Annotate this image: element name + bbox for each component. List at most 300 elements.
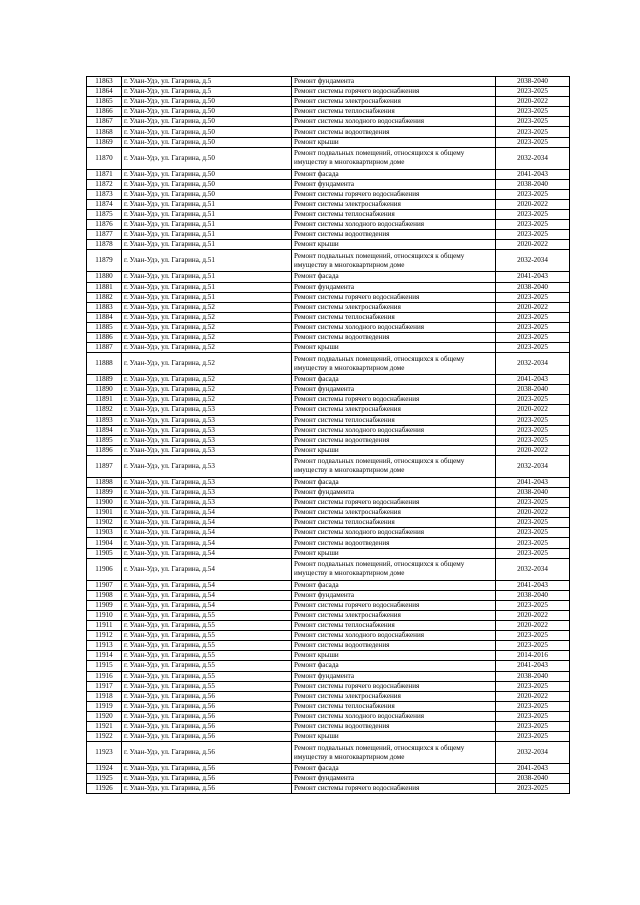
table-row (87, 230, 570, 240)
address-cell: г. Улан-Удэ, ул. Гагарина, д.54 (122, 518, 292, 528)
work-type-cell: Ремонт системы теплоснабжения (292, 415, 496, 425)
row-number: 11918 (87, 691, 122, 701)
address-cell: г. Улан-Удэ, ул. Гагарина, д.56 (122, 764, 292, 774)
row-number: 11874 (87, 199, 122, 209)
row-number: 11897 (87, 455, 122, 477)
address-cell: г. Улан-Удэ, ул. Гагарина, д.50 (122, 169, 292, 179)
address-cell: г. Улан-Удэ, ул. Гагарина, д.52 (122, 353, 292, 375)
row-number: 11876 (87, 220, 122, 230)
row-number: 11913 (87, 641, 122, 651)
period-cell: 2023-2025 (496, 641, 570, 651)
work-type-cell: Ремонт системы холодного водоснабжения (292, 631, 496, 641)
period-cell: 2032-2034 (496, 147, 570, 169)
period-cell: 2020-2022 (496, 302, 570, 312)
work-type-cell: Ремонт системы водоотведения (292, 538, 496, 548)
row-number: 11921 (87, 721, 122, 731)
address-cell: г. Улан-Удэ, ул. Гагарина, д.52 (122, 385, 292, 395)
work-type-cell: Ремонт фасада (292, 477, 496, 487)
row-number: 11878 (87, 240, 122, 250)
row-number: 11909 (87, 600, 122, 610)
address-cell: г. Улан-Удэ, ул. Гагарина, д.52 (122, 343, 292, 353)
row-number: 11925 (87, 774, 122, 784)
period-cell: 2041-2043 (496, 764, 570, 774)
table-row (87, 322, 570, 332)
table-row (87, 548, 570, 558)
period-cell: 2038-2040 (496, 488, 570, 498)
address-cell: г. Улан-Удэ, ул. Гагарина, д.53 (122, 435, 292, 445)
work-type-cell: Ремонт системы водоотведения (292, 332, 496, 342)
row-number: 11922 (87, 732, 122, 742)
table-row (87, 508, 570, 518)
period-cell: 2023-2025 (496, 784, 570, 794)
address-cell: г. Улан-Удэ, ул. Гагарина, д.50 (122, 179, 292, 189)
table-row (87, 621, 570, 631)
table-row (87, 240, 570, 250)
table-row (87, 77, 570, 87)
row-number: 11893 (87, 415, 122, 425)
period-cell: 2038-2040 (496, 774, 570, 784)
address-cell: г. Улан-Удэ, ул. Гагарина, д.51 (122, 282, 292, 292)
table-row (87, 784, 570, 794)
table-row (87, 385, 570, 395)
row-number: 11863 (87, 77, 122, 87)
work-type-cell: Ремонт системы теплоснабжения (292, 621, 496, 631)
period-cell: 2023-2025 (496, 332, 570, 342)
address-cell: г. Улан-Удэ, ул. Гагарина, д.55 (122, 621, 292, 631)
table-row (87, 127, 570, 137)
table-row (87, 332, 570, 342)
row-number: 11911 (87, 621, 122, 631)
work-type-cell: Ремонт системы холодного водоснабжения (292, 711, 496, 721)
work-type-cell: Ремонт фасада (292, 375, 496, 385)
period-cell: 2023-2025 (496, 732, 570, 742)
row-number: 11898 (87, 477, 122, 487)
address-cell: г. Улан-Удэ, ул. Гагарина, д.56 (122, 784, 292, 794)
period-cell: 2020-2022 (496, 445, 570, 455)
period-cell: 2023-2025 (496, 87, 570, 97)
address-cell: г. Улан-Удэ, ул. Гагарина, д.55 (122, 631, 292, 641)
work-type-cell: Ремонт системы горячего водоснабжения (292, 784, 496, 794)
address-cell: г. Улан-Удэ, ул. Гагарина, д.51 (122, 220, 292, 230)
table-row (87, 742, 570, 764)
row-number: 11906 (87, 558, 122, 580)
table-row (87, 107, 570, 117)
row-number: 11864 (87, 87, 122, 97)
row-number: 11873 (87, 189, 122, 199)
work-type-cell: Ремонт системы водоотведения (292, 641, 496, 651)
table-row (87, 220, 570, 230)
row-number: 11924 (87, 764, 122, 774)
table-row (87, 282, 570, 292)
row-number: 11903 (87, 528, 122, 538)
table-row (87, 435, 570, 445)
period-cell: 2023-2025 (496, 435, 570, 445)
row-number: 11910 (87, 610, 122, 620)
work-type-cell: Ремонт системы электроснабжения (292, 97, 496, 107)
address-cell: г. Улан-Удэ, ул. Гагарина, д.54 (122, 600, 292, 610)
period-cell: 2023-2025 (496, 415, 570, 425)
work-type-cell: Ремонт системы горячего водоснабжения (292, 681, 496, 691)
table-row (87, 600, 570, 610)
table-row (87, 681, 570, 691)
work-type-cell: Ремонт системы холодного водоснабжения (292, 220, 496, 230)
address-cell: г. Улан-Удэ, ул. Гагарина, д.56 (122, 691, 292, 701)
address-cell: г. Улан-Удэ, ул. Гагарина, д.53 (122, 445, 292, 455)
address-cell: г. Улан-Удэ, ул. Гагарина, д.52 (122, 312, 292, 322)
period-cell: 2023-2025 (496, 189, 570, 199)
table-row (87, 302, 570, 312)
period-cell: 2023-2025 (496, 322, 570, 332)
row-number: 11892 (87, 405, 122, 415)
period-cell: 2023-2025 (496, 107, 570, 117)
period-cell: 2020-2022 (496, 97, 570, 107)
period-cell: 2023-2025 (496, 721, 570, 731)
table-row (87, 774, 570, 784)
table-row (87, 199, 570, 209)
work-type-cell: Ремонт фундамента (292, 282, 496, 292)
table-row (87, 343, 570, 353)
document-page (86, 76, 569, 794)
address-cell: г. Улан-Удэ, ул. Гагарина, д.54 (122, 538, 292, 548)
address-cell: г. Улан-Удэ, ул. Гагарина, д.56 (122, 721, 292, 731)
work-type-cell: Ремонт системы горячего водоснабжения (292, 498, 496, 508)
address-cell: г. Улан-Удэ, ул. Гагарина, д.51 (122, 292, 292, 302)
work-type-cell: Ремонт системы холодного водоснабжения (292, 425, 496, 435)
row-number: 11920 (87, 711, 122, 721)
work-type-cell: Ремонт крыши (292, 343, 496, 353)
row-number: 11908 (87, 590, 122, 600)
work-type-cell: Ремонт системы электроснабжения (292, 199, 496, 209)
row-number: 11885 (87, 322, 122, 332)
address-cell: г. Улан-Удэ, ул. Гагарина, д.56 (122, 701, 292, 711)
table-row (87, 477, 570, 487)
work-type-cell: Ремонт крыши (292, 732, 496, 742)
row-number: 11886 (87, 332, 122, 342)
address-cell: г. Улан-Удэ, ул. Гагарина, д.54 (122, 548, 292, 558)
table-row (87, 405, 570, 415)
row-number: 11867 (87, 117, 122, 127)
work-type-cell: Ремонт фундамента (292, 671, 496, 681)
work-type-cell: Ремонт фасада (292, 169, 496, 179)
table-row (87, 671, 570, 681)
address-cell: г. Улан-Удэ, ул. Гагарина, д.51 (122, 250, 292, 272)
row-number: 11865 (87, 97, 122, 107)
row-number: 11891 (87, 395, 122, 405)
row-number: 11880 (87, 272, 122, 282)
period-cell: 2023-2025 (496, 230, 570, 240)
row-number: 11912 (87, 631, 122, 641)
table-row (87, 641, 570, 651)
period-cell: 2023-2025 (496, 538, 570, 548)
work-type-cell: Ремонт фундамента (292, 179, 496, 189)
address-cell: г. Улан-Удэ, ул. Гагарина, д.53 (122, 488, 292, 498)
period-cell: 2041-2043 (496, 580, 570, 590)
work-type-cell: Ремонт фасада (292, 272, 496, 282)
table-row (87, 445, 570, 455)
address-cell: г. Улан-Удэ, ул. Гагарина, д.51 (122, 210, 292, 220)
address-cell: г. Улан-Удэ, ул. Гагарина, д.53 (122, 455, 292, 477)
address-cell: г. Улан-Удэ, ул. Гагарина, д.50 (122, 97, 292, 107)
address-cell: г. Улан-Удэ, ул. Гагарина, д.55 (122, 681, 292, 691)
table-row (87, 415, 570, 425)
work-type-cell: Ремонт крыши (292, 445, 496, 455)
work-type-cell: Ремонт фундамента (292, 77, 496, 87)
period-cell: 2020-2022 (496, 621, 570, 631)
address-cell: г. Улан-Удэ, ул. Гагарина, д.54 (122, 558, 292, 580)
work-type-cell: Ремонт системы холодного водоснабжения (292, 528, 496, 538)
address-cell: г. Улан-Удэ, ул. Гагарина, д.51 (122, 240, 292, 250)
work-type-cell: Ремонт подвальных помещений, относящихся к общему имуществу в многоквартирном доме (292, 147, 496, 169)
work-type-cell: Ремонт системы холодного водоснабжения (292, 322, 496, 332)
table-row (87, 558, 570, 580)
table-row (87, 395, 570, 405)
work-type-cell: Ремонт фундамента (292, 774, 496, 784)
period-cell: 2038-2040 (496, 671, 570, 681)
work-type-cell: Ремонт системы горячего водоснабжения (292, 395, 496, 405)
address-cell: г. Улан-Удэ, ул. Гагарина, д.54 (122, 508, 292, 518)
address-cell: г. Улан-Удэ, ул. Гагарина, д.54 (122, 590, 292, 600)
table-row (87, 701, 570, 711)
address-cell: г. Улан-Удэ, ул. Гагарина, д.55 (122, 671, 292, 681)
work-type-cell: Ремонт подвальных помещений, относящихся к общему имуществу в многоквартирном доме (292, 455, 496, 477)
work-type-cell: Ремонт крыши (292, 137, 496, 147)
address-cell: г. Улан-Удэ, ул. Гагарина, д.53 (122, 498, 292, 508)
row-number: 11868 (87, 127, 122, 137)
work-type-cell: Ремонт фасада (292, 764, 496, 774)
work-type-cell: Ремонт системы электроснабжения (292, 691, 496, 701)
work-type-cell: Ремонт системы теплоснабжения (292, 518, 496, 528)
work-type-cell: Ремонт крыши (292, 240, 496, 250)
table-row (87, 425, 570, 435)
work-type-cell: Ремонт системы водоотведения (292, 435, 496, 445)
period-cell: 2041-2043 (496, 272, 570, 282)
table-body (87, 77, 570, 794)
work-type-cell: Ремонт системы теплоснабжения (292, 210, 496, 220)
table-row (87, 580, 570, 590)
address-cell: г. Улан-Удэ, ул. Гагарина, д.5 (122, 77, 292, 87)
address-cell: г. Улан-Удэ, ул. Гагарина, д.51 (122, 230, 292, 240)
row-number: 11875 (87, 210, 122, 220)
work-type-cell: Ремонт крыши (292, 651, 496, 661)
work-type-cell: Ремонт системы холодного водоснабжения (292, 117, 496, 127)
table-row (87, 590, 570, 600)
period-cell: 2020-2022 (496, 199, 570, 209)
table-row (87, 528, 570, 538)
work-type-cell: Ремонт системы электроснабжения (292, 508, 496, 518)
period-cell: 2023-2025 (496, 528, 570, 538)
period-cell: 2023-2025 (496, 548, 570, 558)
period-cell: 2023-2025 (496, 117, 570, 127)
period-cell: 2038-2040 (496, 77, 570, 87)
address-cell: г. Улан-Удэ, ул. Гагарина, д.55 (122, 641, 292, 651)
period-cell: 2032-2034 (496, 742, 570, 764)
table-row (87, 353, 570, 375)
table-row (87, 147, 570, 169)
address-cell: г. Улан-Удэ, ул. Гагарина, д.50 (122, 107, 292, 117)
address-cell: г. Улан-Удэ, ул. Гагарина, д.52 (122, 395, 292, 405)
address-cell: г. Улан-Удэ, ул. Гагарина, д.55 (122, 661, 292, 671)
address-cell: г. Улан-Удэ, ул. Гагарина, д.50 (122, 189, 292, 199)
row-number: 11900 (87, 498, 122, 508)
address-cell: г. Улан-Удэ, ул. Гагарина, д.56 (122, 732, 292, 742)
work-type-cell: Ремонт фундамента (292, 488, 496, 498)
table-row (87, 292, 570, 302)
period-cell: 2023-2025 (496, 210, 570, 220)
row-number: 11904 (87, 538, 122, 548)
table-row (87, 661, 570, 671)
row-number: 11888 (87, 353, 122, 375)
work-type-cell: Ремонт подвальных помещений, относящихся к общему имуществу в многоквартирном доме (292, 558, 496, 580)
period-cell: 2038-2040 (496, 282, 570, 292)
row-number: 11882 (87, 292, 122, 302)
work-type-cell: Ремонт системы водоотведения (292, 721, 496, 731)
table-row (87, 711, 570, 721)
period-cell: 2023-2025 (496, 312, 570, 322)
row-number: 11870 (87, 147, 122, 169)
row-number: 11890 (87, 385, 122, 395)
address-cell: г. Улан-Удэ, ул. Гагарина, д.50 (122, 137, 292, 147)
table-row (87, 721, 570, 731)
table-row (87, 97, 570, 107)
work-type-cell: Ремонт системы водоотведения (292, 230, 496, 240)
address-cell: г. Улан-Удэ, ул. Гагарина, д.50 (122, 147, 292, 169)
row-number: 11899 (87, 488, 122, 498)
period-cell: 2023-2025 (496, 681, 570, 691)
table-row (87, 518, 570, 528)
address-cell: г. Улан-Удэ, ул. Гагарина, д.52 (122, 332, 292, 342)
address-cell: г. Улан-Удэ, ул. Гагарина, д.52 (122, 302, 292, 312)
period-cell: 2032-2034 (496, 558, 570, 580)
row-number: 11879 (87, 250, 122, 272)
row-number: 11926 (87, 784, 122, 794)
table-row (87, 137, 570, 147)
period-cell: 2038-2040 (496, 179, 570, 189)
row-number: 11923 (87, 742, 122, 764)
work-type-cell: Ремонт крыши (292, 548, 496, 558)
period-cell: 2023-2025 (496, 343, 570, 353)
table-row (87, 250, 570, 272)
work-type-cell: Ремонт подвальных помещений, относящихся к общему имуществу в многоквартирном доме (292, 250, 496, 272)
period-cell: 2023-2025 (496, 498, 570, 508)
work-type-cell: Ремонт системы горячего водоснабжения (292, 87, 496, 97)
address-cell: г. Улан-Удэ, ул. Гагарина, д.56 (122, 711, 292, 721)
address-cell: г. Улан-Удэ, ул. Гагарина, д.54 (122, 580, 292, 590)
row-number: 11919 (87, 701, 122, 711)
repair-schedule-table (86, 76, 570, 794)
period-cell: 2020-2022 (496, 691, 570, 701)
table-row (87, 189, 570, 199)
period-cell: 2023-2025 (496, 395, 570, 405)
period-cell: 2023-2025 (496, 137, 570, 147)
table-row (87, 488, 570, 498)
row-number: 11883 (87, 302, 122, 312)
address-cell: г. Улан-Удэ, ул. Гагарина, д.50 (122, 127, 292, 137)
row-number: 11877 (87, 230, 122, 240)
work-type-cell: Ремонт фундамента (292, 590, 496, 600)
period-cell: 2038-2040 (496, 590, 570, 600)
row-number: 11866 (87, 107, 122, 117)
period-cell: 2023-2025 (496, 631, 570, 641)
table-row (87, 610, 570, 620)
address-cell: г. Улан-Удэ, ул. Гагарина, д.54 (122, 528, 292, 538)
work-type-cell: Ремонт фасада (292, 661, 496, 671)
work-type-cell: Ремонт подвальных помещений, относящихся к общему имуществу в многоквартирном доме (292, 742, 496, 764)
table-row (87, 210, 570, 220)
address-cell: г. Улан-Удэ, ул. Гагарина, д.53 (122, 477, 292, 487)
address-cell: г. Улан-Удэ, ул. Гагарина, д.50 (122, 117, 292, 127)
address-cell: г. Улан-Удэ, ул. Гагарина, д.52 (122, 375, 292, 385)
table-row (87, 538, 570, 548)
table-row (87, 691, 570, 701)
row-number: 11905 (87, 548, 122, 558)
period-cell: 2020-2022 (496, 240, 570, 250)
period-cell: 2023-2025 (496, 220, 570, 230)
period-cell: 2032-2034 (496, 250, 570, 272)
table-row (87, 455, 570, 477)
address-cell: г. Улан-Удэ, ул. Гагарина, д.53 (122, 415, 292, 425)
address-cell: г. Улан-Удэ, ул. Гагарина, д.52 (122, 322, 292, 332)
work-type-cell: Ремонт подвальных помещений, относящихся к общему имуществу в многоквартирном доме (292, 353, 496, 375)
work-type-cell: Ремонт системы электроснабжения (292, 302, 496, 312)
row-number: 11895 (87, 435, 122, 445)
row-number: 11914 (87, 651, 122, 661)
period-cell: 2032-2034 (496, 455, 570, 477)
period-cell: 2020-2022 (496, 405, 570, 415)
address-cell: г. Улан-Удэ, ул. Гагарина, д.53 (122, 425, 292, 435)
work-type-cell: Ремонт фасада (292, 580, 496, 590)
work-type-cell: Ремонт системы теплоснабжения (292, 312, 496, 322)
table-row (87, 179, 570, 189)
period-cell: 2041-2043 (496, 375, 570, 385)
work-type-cell: Ремонт системы электроснабжения (292, 405, 496, 415)
table-row (87, 764, 570, 774)
work-type-cell: Ремонт системы горячего водоснабжения (292, 600, 496, 610)
period-cell: 2023-2025 (496, 518, 570, 528)
table-row (87, 117, 570, 127)
address-cell: г. Улан-Удэ, ул. Гагарина, д.53 (122, 405, 292, 415)
row-number: 11881 (87, 282, 122, 292)
table-row (87, 272, 570, 282)
row-number: 11871 (87, 169, 122, 179)
row-number: 11907 (87, 580, 122, 590)
row-number: 11896 (87, 445, 122, 455)
table-row (87, 312, 570, 322)
row-number: 11902 (87, 518, 122, 528)
row-number: 11901 (87, 508, 122, 518)
table-row (87, 651, 570, 661)
period-cell: 2023-2025 (496, 701, 570, 711)
address-cell: г. Улан-Удэ, ул. Гагарина, д.56 (122, 774, 292, 784)
table-row (87, 375, 570, 385)
address-cell: г. Улан-Удэ, ул. Гагарина, д.56 (122, 742, 292, 764)
period-cell: 2020-2022 (496, 610, 570, 620)
period-cell: 2032-2034 (496, 353, 570, 375)
work-type-cell: Ремонт системы горячего водоснабжения (292, 189, 496, 199)
row-number: 11887 (87, 343, 122, 353)
address-cell: г. Улан-Удэ, ул. Гагарина, д.55 (122, 610, 292, 620)
table-row (87, 87, 570, 97)
work-type-cell: Ремонт системы горячего водоснабжения (292, 292, 496, 302)
period-cell: 2038-2040 (496, 385, 570, 395)
period-cell: 2023-2025 (496, 127, 570, 137)
table-row (87, 169, 570, 179)
work-type-cell: Ремонт системы теплоснабжения (292, 107, 496, 117)
period-cell: 2014-2016 (496, 651, 570, 661)
work-type-cell: Ремонт фундамента (292, 385, 496, 395)
row-number: 11894 (87, 425, 122, 435)
address-cell: г. Улан-Удэ, ул. Гагарина, д.51 (122, 199, 292, 209)
period-cell: 2023-2025 (496, 600, 570, 610)
